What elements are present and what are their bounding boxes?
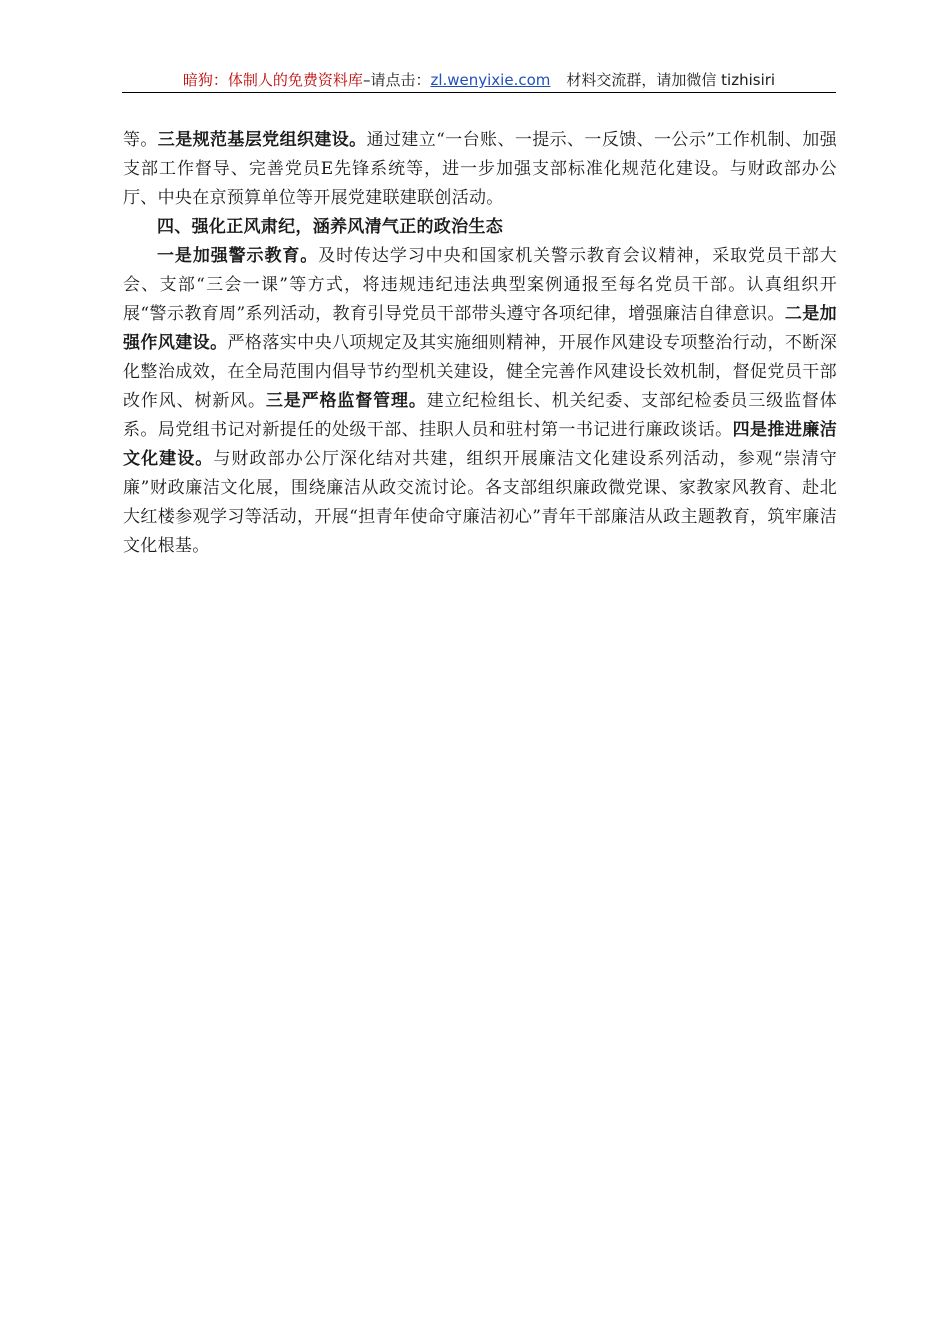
paragraph-text: 等。 xyxy=(123,130,158,150)
header-contact: 材料交流群，请加微信 tizhisiri xyxy=(566,71,776,89)
paragraph-discipline xyxy=(123,242,837,561)
paragraph-text: 与财政部办公厅深化结对共建，组织开展廉洁文化建设系列活动，参观“崇清守廉”财政廉洁文化展，围绕廉洁从政交流讨论。各支部组织廉政微党课、家教家风教育、赴北大红楼参观学习等活动，开展“担青年使命守廉洁初心”青年干部廉洁从政主题教育，筑牢廉洁文化根基。 xyxy=(123,449,837,556)
paragraph-lead: 四是推进廉洁文化建设。 xyxy=(123,420,837,469)
document-body xyxy=(123,126,837,561)
paragraph-lead: 一是加强警示教育。 xyxy=(157,246,319,266)
paragraph-text: 严格落实中央八项规定及其实施细则精神，开展作风建设专项整治行动，不断深化整治成效，在全局范围内倡导节约型机关建设，健全完善作风建设长效机制，督促党员干部改作风、树新风。 xyxy=(123,333,837,411)
header-prompt: –请点击： xyxy=(362,71,431,89)
paragraph-text: 及时传达学习中央和国家机关警示教育会议精神，采取党员干部大会、支部“三会一课”等方式，将违规违纪违法典型案例通报至每名党员干部。认真组织开展“警示教育周”系列活动，教育引导党员干部带头遵守各项纪律，增强廉洁自律意识。 xyxy=(123,246,837,324)
paragraph-text: 建立纪检组长、机关纪委、支部纪检委员三级监督体系。局党组书记对新提任的处级干部、挂职人员和驻村第一书记进行廉政谈话。 xyxy=(123,391,838,440)
header-link[interactable]: zl.wenyixie.com xyxy=(430,71,551,89)
section-heading: 四、强化正风肃纪，涵养风清气正的政治生态 xyxy=(157,217,503,237)
page-header xyxy=(122,70,836,93)
paragraph-lead: 三是严格监督管理。 xyxy=(265,391,427,411)
header-brand: 暗狗：体制人的免费资料库 xyxy=(182,71,363,89)
paragraph-lead: 三是规范基层党组织建设。 xyxy=(157,130,367,150)
paragraph-text: 通过建立“一台账、一提示、一反馈、一公示”工作机制、加强支部工作督导、完善党员E先锋系统等，进一步加强支部标准化规范化建设。与财政部办公厅、中央在京预算单位等开展党建联建联创活动。 xyxy=(123,130,837,208)
paragraph-lead: 二是加强作风建设。 xyxy=(123,304,837,353)
paragraph-party-building xyxy=(123,126,837,213)
